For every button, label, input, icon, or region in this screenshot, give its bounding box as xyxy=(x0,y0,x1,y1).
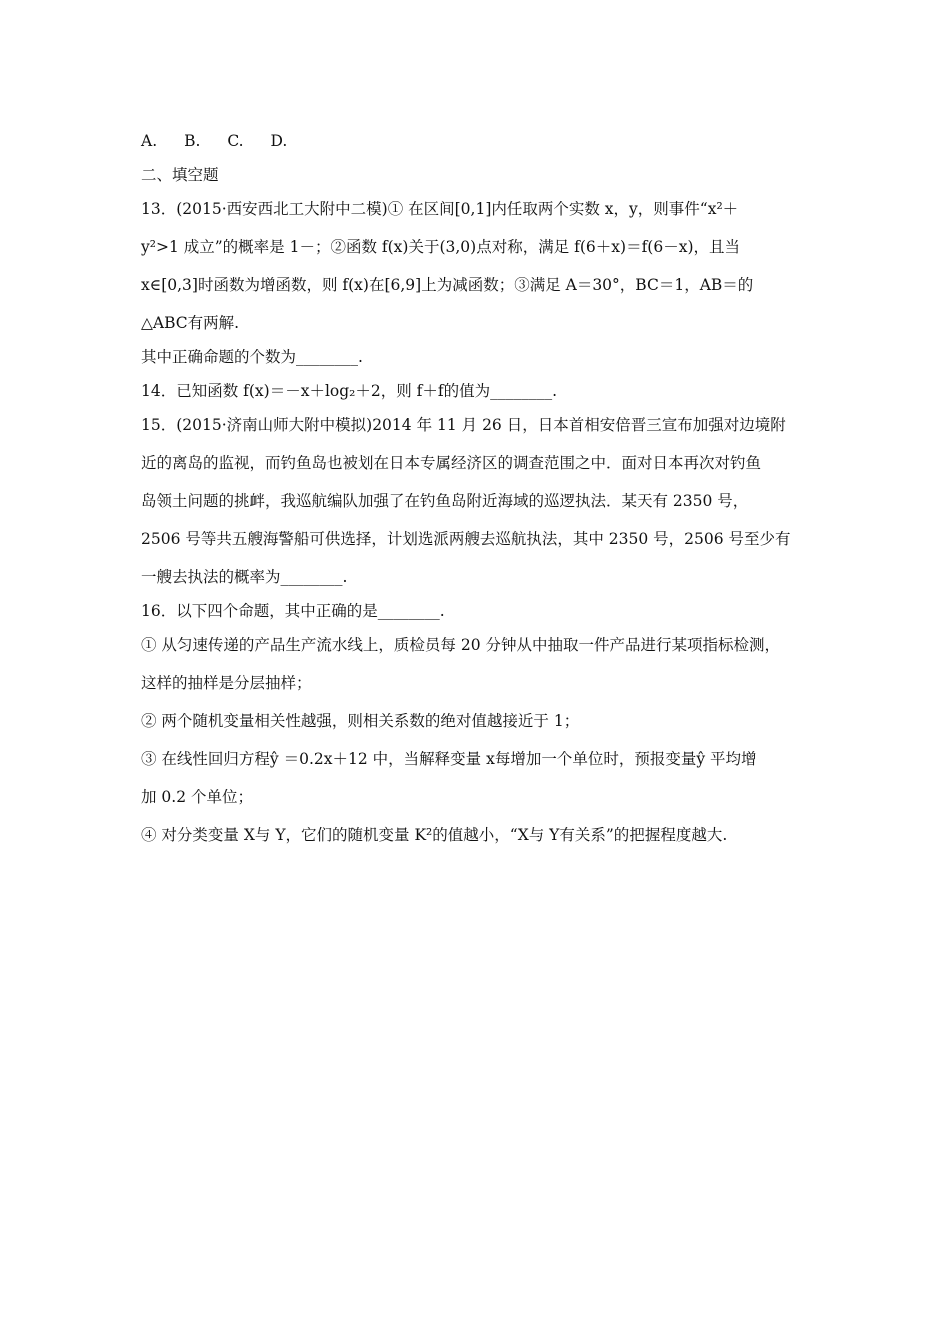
question-13-line-4: △ABC有两解. xyxy=(141,314,240,332)
option-c: C. xyxy=(227,132,244,150)
option-b: B. xyxy=(184,132,201,150)
option-a: A. xyxy=(141,132,158,150)
question-14-line-1: 14．已知函数 f(x)＝－x＋log₂＋2，则 f＋f的值为________. xyxy=(141,382,558,400)
question-16-item-1-line-2: 这样的抽样是分层抽样； xyxy=(141,674,312,692)
question-16-item-2: ② 两个随机变量相关性越强，则相关系数的绝对值越接近于 1； xyxy=(141,712,580,730)
question-13-line-1: 13．(2015·西安西北工大附中二模)① 在区间[0,1]内任取两个实数 x，y，则事件“x²＋ xyxy=(141,200,739,218)
option-d: D. xyxy=(270,132,288,150)
page-content xyxy=(141,126,821,854)
question-13-line-3: x∈[0,3]时函数为增函数，则 f(x)在[6,9]上为减函数；③满足 A＝30°，BC＝1，AB＝的 xyxy=(141,276,754,294)
question-15-line-1: 15．(2015·济南山师大附中模拟)2014 年 11 月 26 日，日本首相安倍晋三宣布加强对边境附 xyxy=(141,416,786,434)
question-16-item-1-line-1: ① 从匀速传递的产品生产流水线上，质检员每 20 分钟从中抽取一件产品进行某项指标检测， xyxy=(141,636,781,654)
question-15-line-3: 岛领土问题的挑衅，我巡航编队加强了在钓鱼岛附近海域的巡逻执法．某天有 2350 号， xyxy=(141,492,749,510)
question-16-item-3-line-2: 加 0.2 个单位； xyxy=(141,788,254,806)
question-15-line-4: 2506 号等共五艘海警船可供选择，计划选派两艘去巡航执法，其中 2350 号，2506 号至少有 xyxy=(141,530,791,548)
question-16-line-1: 16．以下四个命题，其中正确的是________. xyxy=(141,602,445,620)
question-13-line-2: y²>1 成立”的概率是 1－；②函数 f(x)关于(3,0)点对称，满足 f(6＋x)＝f(6－x)，且当 xyxy=(141,238,740,256)
question-16-item-4: ④ 对分类变量 X与 Y，它们的随机变量 K²的值越小，“X与 Y有关系”的把握程度越大. xyxy=(141,826,728,844)
question-15-line-5: 一艘去执法的概率为________. xyxy=(141,568,348,586)
question-15-line-2: 近的离岛的监视，而钓鱼岛也被划在日本专属经济区的调查范围之中．面对日本再次对钓鱼 xyxy=(141,454,762,472)
question-16-item-3-line-1: ③ 在线性回归方程ŷ ＝0.2x＋12 中，当解释变量 x每增加一个单位时，预报变量ŷ 平均增 xyxy=(141,750,757,768)
question-13-line-5: 其中正确命题的个数为________. xyxy=(141,348,363,366)
section-heading: 二、填空题 xyxy=(141,166,219,184)
answer-options-row xyxy=(141,126,821,156)
